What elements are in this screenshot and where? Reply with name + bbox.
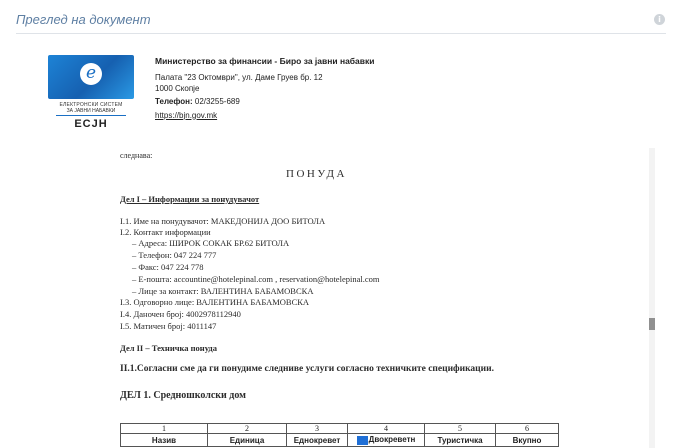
organization-address: Палата "23 Октомври", ул. Даме Груев бр. 12 — [155, 73, 323, 82]
table-header-cell: Туристичка — [425, 434, 496, 447]
doc-cutoff-text: следнава: — [120, 151, 153, 160]
esjn-logo — [48, 55, 134, 135]
organization-city: 1000 Скопје — [155, 83, 200, 93]
phone-value: 02/3255-689 — [192, 97, 240, 106]
doc-phone: – Телефон: 047 224 777 — [132, 250, 217, 260]
table-cell: 3 — [287, 424, 348, 434]
doc-part1-heading: Дел I – Информации за понудувачот — [120, 194, 260, 204]
organization-phone — [155, 97, 375, 108]
table-cell: 4 — [348, 424, 425, 434]
phone-label: Телефон: — [155, 97, 193, 106]
doc-line-2-1: II.1.Согласни сме да ги понудиме следниве услуги согласно техничките спецификации. — [120, 364, 494, 374]
table-header-cell: Еднокревет — [287, 434, 348, 447]
document-viewer[interactable] — [16, 148, 649, 448]
organization-info — [155, 56, 375, 121]
table-cell: 5 — [425, 424, 496, 434]
table-header-cell: Назив — [121, 434, 208, 447]
page-title: Преглед на документ — [16, 12, 151, 27]
doc-line-1-4: I.4. Даночен број: 4002978112940 — [120, 309, 241, 319]
table-header-row — [121, 434, 559, 447]
table-cell: 2 — [208, 424, 287, 434]
logo-text-line2: ЗА ЈАВНИ НАБАВКИ — [66, 108, 116, 114]
doc-email: – Е-пошта: accountine@hotelepinal.com , reservation@hotelepinal.com — [132, 274, 380, 284]
doc-line-1-2: I.2. Контакт информации — [120, 227, 211, 237]
logo-acronym: ЕСЈН — [74, 118, 108, 130]
selection-cursor-icon — [357, 436, 368, 445]
doc-title: ПОНУДА — [286, 168, 347, 180]
logo-divider — [56, 115, 126, 116]
doc-part2-heading: Дел II – Техничка понуда — [120, 343, 217, 353]
doc-section-heading: ДЕЛ 1. Средношколски дом — [120, 390, 246, 401]
document-scrollbar[interactable] — [649, 148, 655, 448]
table-header-text: Двокреветн — [368, 435, 416, 445]
table-header-cell — [348, 434, 425, 447]
doc-address: – Адреса: ШИРОК СОКАК БР.62 БИТОЛА — [132, 238, 290, 248]
doc-line-1-3: I.3. Одговорно лице: ВАЛЕНТИНА БАБАМОВСКА — [120, 297, 310, 307]
table-header-cell: Единица — [208, 434, 287, 447]
logo-badge — [48, 55, 134, 99]
info-icon[interactable]: i — [654, 14, 665, 25]
table-number-row — [121, 424, 559, 434]
organization-name: Министерство за финансии - Биро за јавни набавки — [155, 56, 375, 66]
doc-line-1-1: I.1. Име на понудувачот: МАКЕДОНИЈА ДОО БИТОЛА — [120, 216, 326, 226]
header-divider — [16, 33, 666, 34]
services-table — [120, 423, 559, 447]
doc-fax: – Факс: 047 224 778 — [132, 262, 204, 272]
logo-text-line1: ЕЛЕКТРОНСКИ СИСТЕМ — [59, 102, 123, 108]
organization-website-link[interactable]: https://bjn.gov.mk — [155, 110, 218, 120]
scrollbar-thumb[interactable] — [649, 318, 655, 330]
e-logo-icon: e — [80, 63, 102, 85]
table-header-cell: Вкупно — [496, 434, 559, 447]
table-cell: 1 — [121, 424, 208, 434]
doc-contact-person: – Лице за контакт: ВАЛЕНТИНА БАБАМОВСКА — [132, 286, 314, 296]
table-cell: 6 — [496, 424, 559, 434]
doc-line-1-5: I.5. Матичен број: 4011147 — [120, 321, 217, 331]
